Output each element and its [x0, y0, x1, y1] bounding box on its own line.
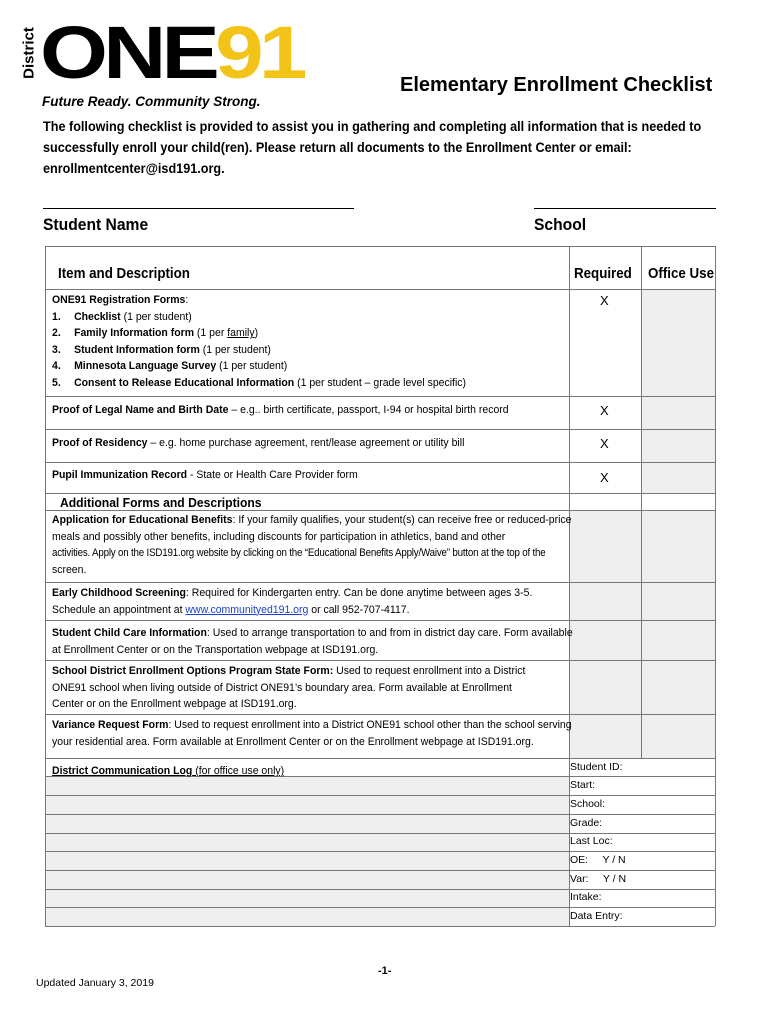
school-line[interactable]: [534, 208, 716, 209]
proof-residency: Proof of Residency – e.g. home purchase agreement, rent/lease agreement or utility bill: [52, 437, 465, 449]
immunization-record: Pupil Immunization Record - State or Health Care Provider form: [52, 469, 358, 481]
page-number: -1-: [378, 965, 392, 977]
required-mark-registration: X: [600, 293, 609, 308]
required-mark-legal-name: X: [600, 403, 609, 418]
communication-log-heading: District Communication Log (for office use only): [52, 765, 285, 777]
proof-legal-name: Proof of Legal Name and Birth Date – e.g.. birth certificate, passport, I-94 or hospital birth record: [52, 404, 509, 416]
registration-forms: ONE91 Registration Forms: 1. Checklist (1 per student) 2. Family Information form (1 per family) 3. Student Information form (1 per student) 4. Minnesota Language Survey (1 per student) 5. Consent to Release Educational Information (1 per student – grade level specific): [52, 294, 467, 389]
required-mark-residency: X: [600, 436, 609, 451]
col-header-required: Required: [574, 266, 632, 282]
office-label-grade: Grade:: [570, 817, 603, 829]
office-label-oe: OE: Y / N: [570, 854, 626, 866]
educational-benefits: Application for Educational Benefits: If your family qualifies, your student(s) can receive free or reduced-price meals and possibly other benefits, including discounts for participation in athletics, band and other activities. Apply on the ISD191.org website by clicking on the “Educational Benefits Apply/Waive” button at the top of the screen.: [52, 514, 572, 576]
enrollment-options-form: School District Enrollment Options Program State Form: Used to request enrollment into a District ONE91 school when living outside of District ONE91’s boundary area. Form available at Enrollment Center or on the Enrollment webpage at ISD191.org.: [52, 665, 526, 711]
school-label: School: [534, 215, 587, 234]
variance-request-form: Variance Request Form: Used to request enrollment into a District ONE91 school other than the school serving your residential area. Form available at Enrollment Center or on the Enrollment webpage at ISD191.org.: [52, 719, 572, 748]
office-label-last-loc: Last Loc:: [570, 835, 613, 847]
additional-shade: [569, 510, 715, 758]
early-childhood-screening: Early Childhood Screening: Required for Kindergarten entry. Can be done anytime between ages 3-5. Schedule an appointment at www.communityed191.org or call 952-707-4117.: [52, 587, 533, 616]
office-label-student-id: Student ID:: [570, 761, 623, 773]
office-label-var: Var: Y / N: [570, 873, 627, 885]
required-mark-immunization: X: [600, 470, 609, 485]
intro-paragraph: The following checklist is provided to assist you in gathering and completing all information that is needed to successfully enroll your child(ren). Please return all documents to the Enrollment Center or email: enrollmentcenter@isd191.org.: [43, 119, 702, 176]
col-header-item: Item and Description: [58, 266, 190, 282]
community-ed-link[interactable]: www.communityed191.org: [185, 603, 309, 616]
page-title: Elementary Enrollment Checklist: [400, 74, 713, 96]
child-care-information: Student Child Care Information: Used to arrange transportation to and from in district day care. Form available at Enrollment Center or on the Transportation webpage at ISD191.org.: [52, 627, 573, 656]
additional-forms-heading: Additional Forms and Descriptions: [60, 495, 262, 510]
col-header-office-use: Office Use: [648, 266, 714, 282]
office-label-intake: Intake:: [570, 891, 602, 903]
student-name-label: Student Name: [43, 215, 149, 234]
office-label-school: School:: [570, 798, 606, 810]
updated-date: Updated January 3, 2019: [36, 977, 154, 989]
district-logo: ONE91: [40, 11, 303, 94]
logo-tagline: Future Ready. Community Strong.: [42, 94, 261, 109]
office-label-data-entry: Data Entry:: [570, 910, 623, 922]
student-name-line[interactable]: [43, 208, 354, 209]
office-label-start: Start:: [570, 779, 596, 791]
logo-district-text: District: [20, 27, 38, 79]
